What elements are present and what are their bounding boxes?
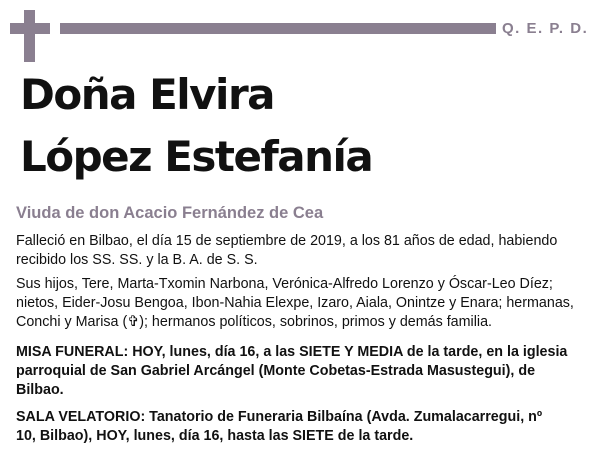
deceased-name-line-1: Doña Elvira	[20, 70, 274, 119]
qepd-label: Q. E. P. D.	[502, 20, 589, 37]
cross-vertical-bar	[24, 10, 35, 62]
deceased-name-line-2: López Estefanía	[20, 132, 373, 181]
widow-subtitle: Viuda de don Acacio Fernández de Cea	[16, 204, 324, 222]
funeral-mass-paragraph	[16, 343, 592, 400]
family-paragraph	[16, 275, 592, 332]
header-rule	[60, 23, 496, 34]
death-line: recibido los SS. SS. y la B. A. de S. S.	[16, 252, 258, 268]
funeral-line: Bilbao.	[16, 382, 64, 398]
cross-horizontal-bar	[10, 23, 50, 34]
wake-line: SALA VELATORIO: Tanatorio de Funeraria Bilbaína (Avda. Zumalacarregui, nº	[16, 409, 543, 425]
family-line: Sus hijos, Tere, Marta-Txomin Narbona, Verónica-Alfredo Lorenzo y Óscar-Leo Díez;	[16, 276, 553, 292]
family-line: Conchi y Marisa (✞); hermanos políticos, sobrinos, primos y demás familia.	[16, 314, 492, 330]
wake-room-paragraph	[16, 408, 592, 446]
funeral-line: parroquial de San Gabriel Arcángel (Monte Cobetas-Estrada Masustegui), de	[16, 363, 536, 379]
funeral-line: MISA FUNERAL: HOY, lunes, día 16, a las SIETE Y MEDIA de la tarde, en la iglesia	[16, 344, 568, 360]
wake-line: 10, Bilbao), HOY, lunes, día 16, hasta las SIETE de la tarde.	[16, 428, 414, 444]
death-paragraph	[16, 232, 592, 270]
death-line: Falleció en Bilbao, el día 15 de septiembre de 2019, a los 81 años de edad, habiendo	[16, 233, 558, 249]
family-line: nietos, Eider-Josu Bengoa, Ibon-Nahia Elexpe, Izaro, Aiala, Onintze y Enara; hermanas,	[16, 295, 574, 311]
